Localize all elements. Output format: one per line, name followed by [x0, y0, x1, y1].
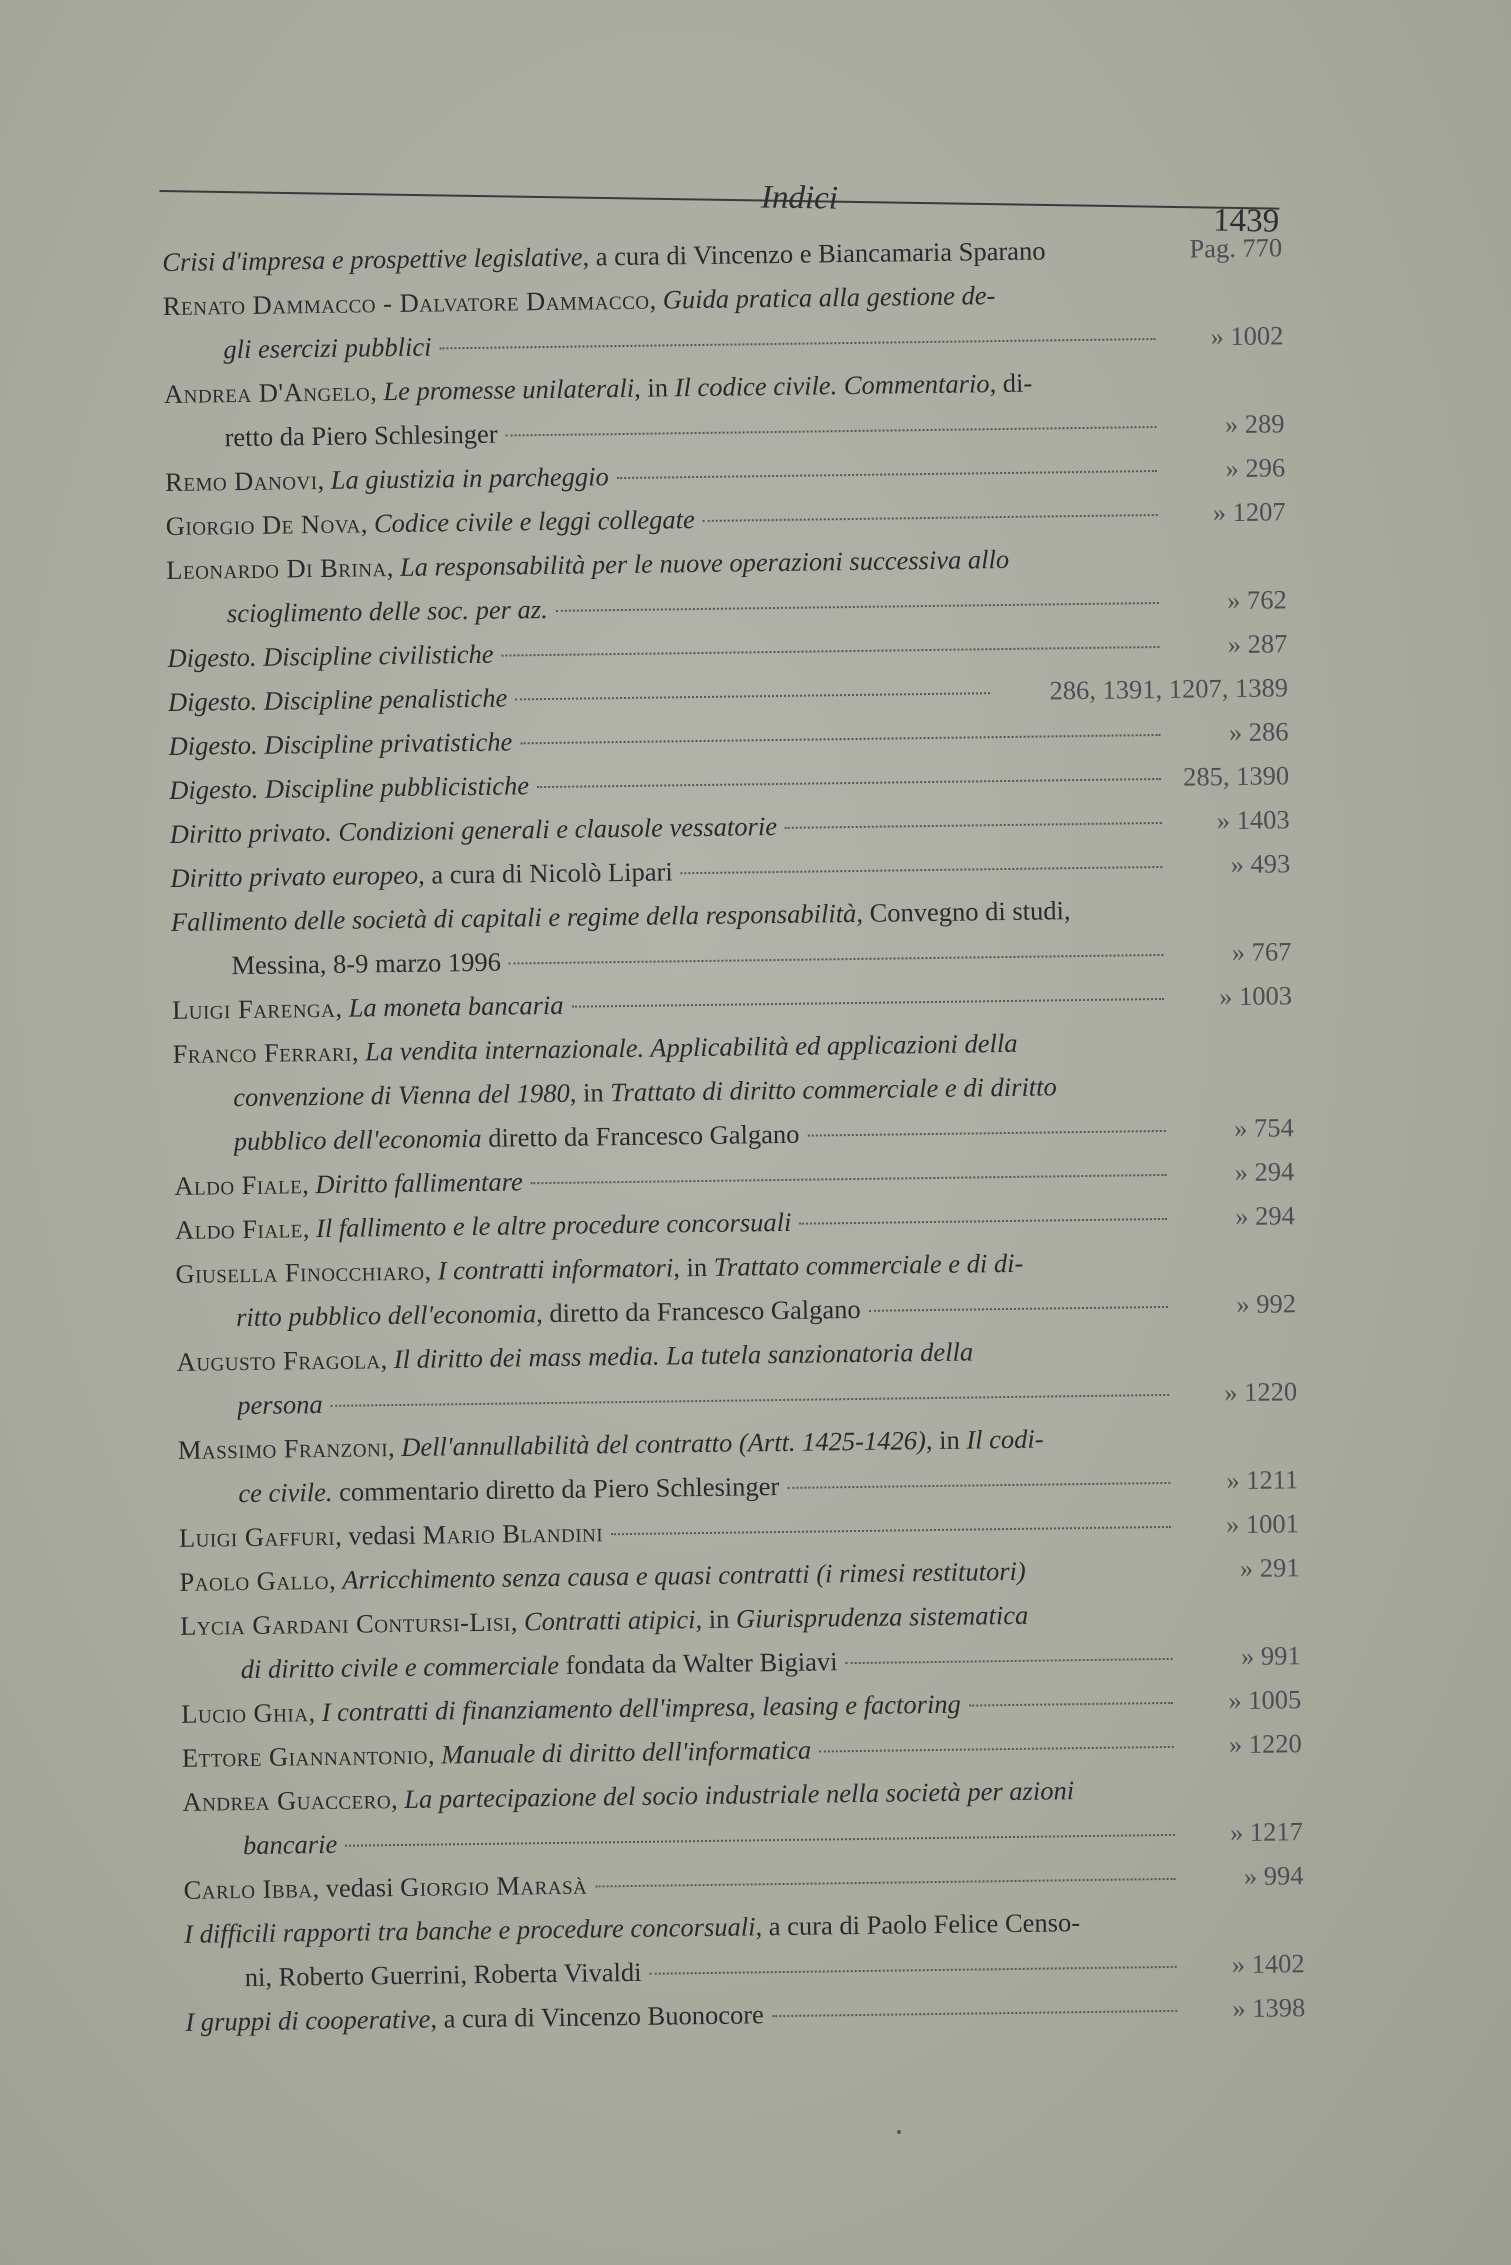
work-title: Giurisprudenza sistematica	[735, 1599, 1029, 1634]
work-title: Codice civile e leggi collegate	[373, 504, 695, 539]
running-title: Indici	[760, 179, 839, 217]
work-title: Il codi-	[966, 1423, 1044, 1455]
work-title: I contratti di finanziamento dell'impresa, leasing e factoring	[321, 1688, 962, 1728]
entry-note: ,	[335, 992, 349, 1023]
index-list	[162, 225, 1306, 2044]
work-title: La moneta bancaria	[348, 989, 564, 1023]
author-name: Carlo Ibba	[183, 1873, 313, 1905]
entry-note: ,	[301, 1169, 316, 1200]
page-reference: » 1005	[1228, 1684, 1302, 1716]
entry-note: , in	[925, 1424, 967, 1456]
dot-leader	[331, 1394, 1170, 1407]
work-title: La responsabilità per le nuove operazioni successiva allo	[399, 543, 1010, 582]
dot-leader	[807, 1130, 1165, 1137]
dot-leader	[650, 1966, 1177, 1975]
entry-note: , vedasi	[334, 1519, 423, 1551]
entry-note: ,	[328, 1564, 343, 1595]
work-title: Digesto. Discipline penalistiche	[167, 682, 508, 717]
entry-note: ,	[386, 551, 401, 583]
entry-text	[168, 676, 508, 724]
entry-note: , a cura di Nicolò Lipari	[417, 856, 673, 890]
work-title: La vendita internazionale. Applicabilità ed applicazioni della	[364, 1027, 1018, 1067]
page-reference: » 992	[1236, 1288, 1297, 1320]
page-reference: 286, 1391, 1207, 1389	[1049, 672, 1289, 706]
work-title: Dell'annullabilità del contratto (Artt. 1425-1426)	[401, 1425, 927, 1462]
author-name: Massimo Franzoni	[177, 1432, 389, 1465]
author-name: Andrea Guaccero	[182, 1784, 392, 1817]
dot-leader	[439, 338, 1155, 349]
entry-note: ,	[649, 284, 663, 315]
entry-dangelo	[164, 357, 1285, 460]
page-reference: » 289	[1224, 408, 1285, 440]
work-title: ce civile.	[238, 1476, 333, 1509]
entry-note: diretto da Francesco Galgano	[481, 1118, 800, 1153]
page-reference: » 1220	[1224, 1376, 1298, 1408]
dot-leader	[799, 1218, 1167, 1225]
dot-leader	[501, 646, 1159, 657]
entry-ferrari	[172, 1017, 1294, 1164]
work-title: Fallimento delle società di capitali e regime della responsabilità	[170, 897, 857, 937]
entry-text	[237, 1382, 323, 1427]
entry-note: , in	[673, 1251, 714, 1283]
dot-leader	[520, 734, 1160, 744]
entry-text	[169, 804, 777, 856]
page-reference: » 1001	[1225, 1508, 1300, 1540]
entry-note: fondata da Walter Bigiavi	[558, 1646, 838, 1680]
entry-text	[170, 849, 673, 900]
dot-leader	[572, 998, 1164, 1008]
entry-text	[234, 1112, 800, 1163]
work-title: Il diritto dei mass media. La tutela sanzionatoria della	[393, 1336, 974, 1375]
entry-note: , a cura di Paolo Felice Censo-	[755, 1907, 1081, 1942]
entry-gardani	[180, 1589, 1301, 1692]
dot-leader	[506, 426, 1157, 437]
dot-leader	[595, 1878, 1175, 1888]
work-title: I difficili rapporti tra banche e procedure concorsuali	[183, 1911, 756, 1949]
entry-note: , diretto da Francesco Galgano	[535, 1293, 861, 1329]
entry-text	[183, 1863, 587, 1912]
page-reference: » 493	[1230, 848, 1291, 880]
entry-note: ,	[427, 1739, 442, 1770]
author-name: Giorgio De Nova	[165, 508, 361, 541]
author-name: Giorgio Marasà	[399, 1869, 588, 1903]
author-name: Leonardo Di Brina	[166, 552, 387, 585]
page-reference: » 291	[1239, 1552, 1300, 1584]
author-name: Lycia Gardani Contursi-Lisi	[179, 1606, 511, 1641]
entry-text	[168, 719, 512, 767]
dot-leader	[617, 470, 1157, 479]
entry-note: ,	[387, 1431, 402, 1463]
entry-note: ,	[424, 1255, 438, 1286]
entry-guaccero	[182, 1765, 1303, 1868]
dot-leader	[787, 1482, 1170, 1489]
entry-note: , a cura di Vincenzo e Biancamaria Sparano	[582, 235, 1046, 272]
entry-note: , in	[633, 372, 675, 403]
page-reference: » 294	[1234, 1156, 1295, 1188]
page-reference: » 287	[1227, 628, 1288, 660]
author-name: Paolo Gallo	[179, 1564, 330, 1597]
author-name: Luigi Farenga	[171, 992, 336, 1025]
work-title: bancarie	[242, 1828, 338, 1861]
work-title: Il fallimento e le altre procedure concorsuali	[315, 1206, 792, 1244]
entry-note: , di-	[989, 367, 1033, 399]
author-name: Andrea D'Angelo	[163, 376, 371, 409]
work-title: Digesto. Discipline civilistiche	[167, 638, 494, 673]
entry-text	[231, 940, 501, 988]
entry-fragola	[176, 1325, 1297, 1428]
entry-note: ni, Roberto Guerrini, Roberta Vivaldi	[244, 1956, 642, 1993]
entry-note: ,	[317, 464, 331, 495]
dot-leader	[556, 602, 1159, 612]
author-name: Remo Danovi	[164, 464, 318, 497]
entry-note: ,	[369, 376, 384, 407]
page-reference: » 1220	[1228, 1728, 1302, 1760]
author-name: Renato Dammacco - Dalvatore Dammacco	[162, 284, 650, 321]
author-name: Luigi Gaffuri	[178, 1520, 336, 1553]
page-reference: » 991	[1240, 1640, 1301, 1671]
entry-dammacco	[163, 269, 1284, 372]
dot-leader	[509, 954, 1164, 965]
page-reference: » 994	[1243, 1860, 1304, 1891]
entry-text	[227, 587, 548, 635]
author-name: Mario Blandini	[422, 1517, 604, 1550]
entry-note: Messina, 8-9 marzo 1996	[231, 946, 502, 981]
page-reference: » 1207	[1212, 496, 1286, 528]
page-reference: » 767	[1231, 936, 1292, 968]
dot-leader	[611, 1526, 1171, 1535]
entry-text	[165, 454, 609, 504]
work-title: Guida pratica alla gestione de-	[662, 280, 996, 315]
entry-text	[238, 1464, 779, 1515]
entry-note: ,	[360, 508, 375, 539]
dot-leader	[537, 778, 1161, 788]
dot-leader	[819, 1746, 1174, 1753]
page-reference: » 1217	[1229, 1816, 1304, 1848]
page-reference: » 1002	[1210, 320, 1284, 352]
work-title: I contratti informatori	[437, 1252, 674, 1286]
work-title: di diritto civile e commerciale	[240, 1649, 560, 1685]
dot-leader	[681, 866, 1163, 874]
entry-note: commentario diretto da Piero Schlesinger	[332, 1471, 780, 1507]
entry-note: , vedasi	[312, 1872, 401, 1904]
dot-leader	[515, 692, 990, 700]
work-title: La giustizia in parcheggio	[330, 461, 609, 495]
work-title: Trattato di diritto commerciale e di diritto	[610, 1071, 1057, 1108]
work-title: Arricchimento senza causa e quasi contratti (i rimesi restitutori)	[342, 1555, 1026, 1595]
work-title: Crisi d'impresa e prospettive legislative	[162, 241, 583, 277]
work-title: Trattato commerciale e di di-	[713, 1247, 1024, 1282]
entry-text	[223, 324, 432, 371]
entry-note: retto da Piero Schlesinger	[224, 418, 498, 453]
author-name: Augusto Fragola	[176, 1344, 381, 1377]
dot-leader	[772, 2010, 1177, 2017]
entry-text	[224, 412, 498, 460]
work-title: Diritto privato europeo	[170, 859, 419, 893]
page-reference: » 762	[1226, 584, 1287, 616]
page-reference: 285, 1390	[1182, 760, 1290, 792]
page-reference: » 294	[1235, 1200, 1296, 1232]
work-title: Diritto privato. Condizioni generali e clausole vessatorie	[169, 811, 778, 849]
author-name: Ettore Giannantonio	[181, 1739, 429, 1773]
entry-note: , in	[695, 1603, 737, 1635]
page-reference: » 286	[1228, 716, 1289, 748]
entry-text	[172, 983, 564, 1032]
work-title: Il codice civile. Commentario	[674, 368, 990, 403]
author-name: Lucio Ghia	[181, 1697, 309, 1729]
entry-note: , in	[569, 1077, 611, 1108]
page-reference: » 1003	[1218, 980, 1293, 1012]
work-title: scioglimento delle soc. per az.	[226, 593, 548, 629]
work-title: La partecipazione del socio industriale nella società per azioni	[404, 1775, 1075, 1814]
work-title: convenzione di Vienna del 1980	[233, 1077, 570, 1113]
work-title: Le promesse unilaterali	[383, 372, 635, 407]
dot-leader	[703, 514, 1158, 522]
dot-leader	[785, 822, 1162, 829]
entry-text	[169, 763, 529, 812]
page-reference: » 1398	[1232, 1992, 1306, 2024]
work-title: pubblico dell'economia	[233, 1122, 482, 1157]
page-reference: Pag. 770	[1189, 232, 1283, 264]
entry-note: , a cura di Vincenzo Buonocore	[430, 1999, 765, 2034]
entry-dibrina	[166, 533, 1287, 636]
entry-text	[240, 1639, 837, 1691]
entry-text	[165, 497, 695, 548]
entry-note: ,	[308, 1697, 322, 1728]
work-title: persona	[237, 1388, 323, 1421]
entry-text	[179, 1510, 604, 1560]
dot-leader	[869, 1306, 1168, 1312]
page-reference: » 754	[1233, 1112, 1294, 1144]
entry-note: ,	[380, 1344, 395, 1375]
author-name: Giusella Finocchiaro	[175, 1255, 425, 1289]
entry-difficili-rapporti	[184, 1897, 1305, 2000]
work-title: Manuale di diritto dell'informatica	[440, 1734, 812, 1770]
work-title: Diritto fallimentare	[315, 1166, 523, 1200]
paper-speck	[897, 2130, 901, 2134]
entry-note: ,	[510, 1606, 525, 1637]
dot-leader	[846, 1658, 1173, 1664]
work-title: gli esercizi pubblici	[223, 331, 432, 365]
page-number: 1439	[1212, 202, 1280, 240]
entry-text	[244, 1950, 641, 1999]
entry-text	[167, 632, 494, 680]
dot-leader	[969, 1702, 1173, 1707]
entry-finocchiaro	[175, 1237, 1296, 1340]
entry-fallimento	[171, 885, 1292, 988]
page-reference: » 1211	[1226, 1464, 1299, 1496]
work-title: ritto pubblico dell'economia	[235, 1298, 537, 1333]
page-reference: » 1402	[1231, 1948, 1305, 1980]
work-title: Contratti atipici	[523, 1604, 696, 1637]
entry-note: ,	[390, 1783, 405, 1815]
entry-note: ,	[351, 1036, 366, 1067]
entry-note: , Convegno di studi,	[856, 895, 1071, 928]
page-reference: » 296	[1225, 452, 1286, 484]
entry-franzoni	[178, 1413, 1299, 1516]
author-name: Aldo Fiale	[174, 1169, 303, 1201]
entry-text	[174, 1159, 523, 1208]
dot-leader	[531, 1174, 1167, 1184]
author-name: Franco Ferrari	[172, 1036, 353, 1069]
entry-text	[243, 1822, 338, 1867]
entry-text	[185, 1992, 764, 2044]
work-title: Digesto. Discipline pubblicistiche	[169, 770, 530, 805]
author-name: Aldo Fiale	[174, 1213, 303, 1245]
entry-note: ,	[302, 1213, 317, 1244]
work-title: Digesto. Discipline privatistiche	[168, 726, 513, 761]
work-title: I gruppi di cooperative	[185, 2003, 431, 2037]
dot-leader	[345, 1834, 1175, 1847]
page-reference: » 1403	[1216, 804, 1290, 836]
